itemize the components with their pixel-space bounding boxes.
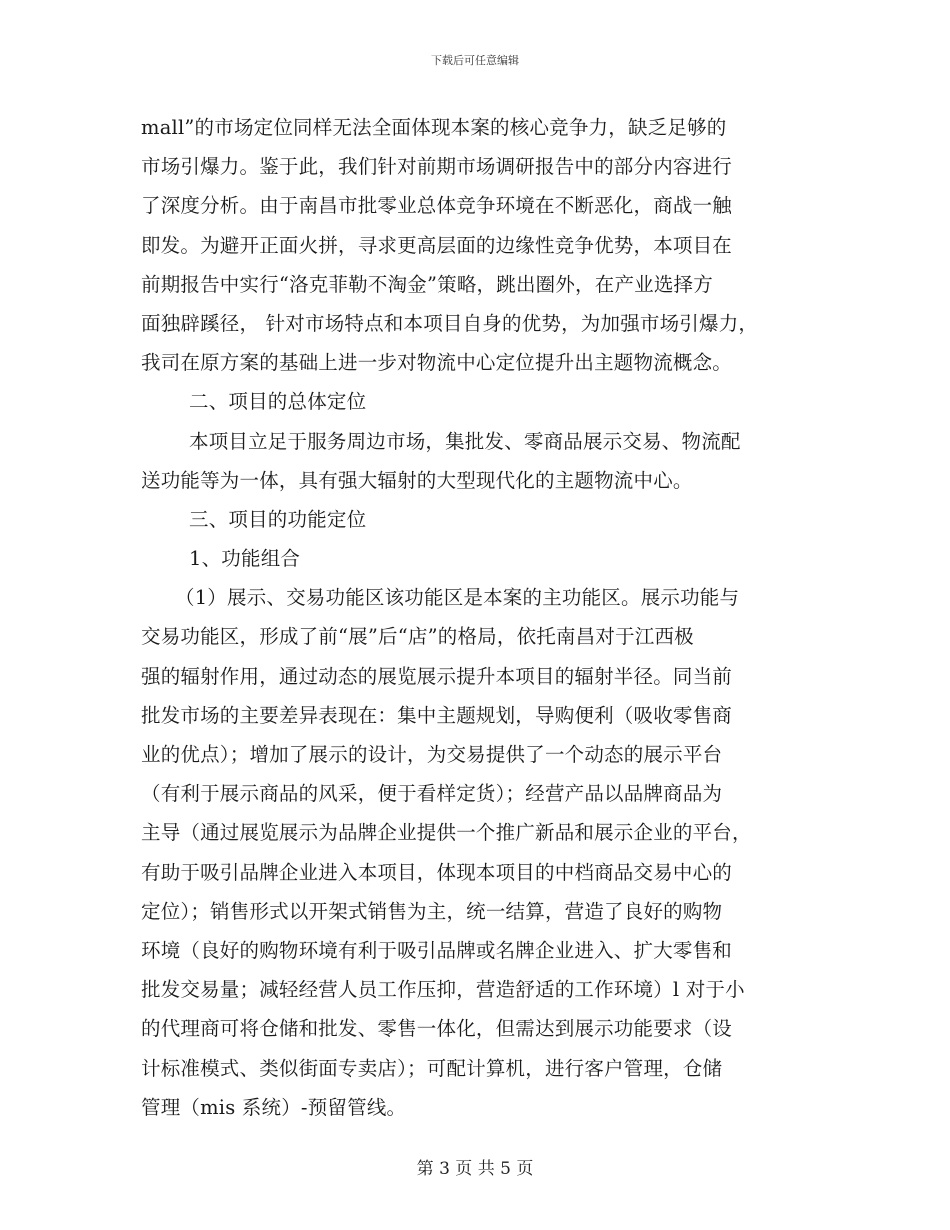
text-line: 面独辟蹊径， 针对市场特点和本项目自身的优势，为加强市场引爆力， xyxy=(141,311,759,335)
text-line: mall”的市场定位同样无法全面体现本案的核心竞争力，缺乏足够的 xyxy=(141,116,727,139)
text-line: 送功能等为一体，具有强大辐射的大型现代化的主题物流中心。 xyxy=(141,468,693,492)
text-line: 定位）；销售形式以开架式销售为主，统一结算，营造了良好的购物 xyxy=(141,899,723,923)
text-line: 交易功能区，形成了前“展”后“店”的格局，依托南昌对于江西极 xyxy=(141,625,694,649)
text-line: 本项目立足于服务周边市场，集批发、零商品展示交易、物流配 xyxy=(189,429,741,453)
text-line: 市场引爆力。鉴于此，我们针对前期市场调研报告中的部分内容进行 xyxy=(141,155,733,179)
text-line: （1）展示、交易功能区该功能区是本案的主功能区。展示功能与 xyxy=(175,586,740,610)
text-line: （有利于展示商品的风采，便于看样定货）；经营产品以品牌商品为 xyxy=(141,782,723,806)
text-line: 我司在原方案的基础上进一步对物流中心定位提升出主题物流概念。 xyxy=(141,351,733,375)
page-header-note: 下载后可任意编辑 xyxy=(431,54,519,67)
page-number: 第 3 页 共 5 页 xyxy=(416,1159,534,1179)
text-line: 管理（mis 系统）-预留管线。 xyxy=(141,1095,407,1119)
text-line: 强的辐射作用，通过动态的展览展示提升本项目的辐射半径。同当前 xyxy=(141,664,733,688)
text-line: 前期报告中实行“洛克菲勒不淘金”策略，跳出圈外，在产业选择方 xyxy=(141,272,713,296)
text-line: 的代理商可将仓储和批发、零售一体化，但需达到展示功能要求（设 xyxy=(141,1017,733,1041)
text-line: 批发市场的主要差异表现在：集中主题规划，导购便利（吸收零售商 xyxy=(141,703,733,727)
text-line: 了深度分析。由于南昌市批零业总体竞争环境在不断恶化，商战一触 xyxy=(141,194,733,218)
text-line: 有助于吸引品牌企业进入本项目，体现本项目的中档商品交易中心的 xyxy=(141,860,733,884)
text-line: 业的优点）；增加了展示的设计，为交易提供了一个动态的展示平台 xyxy=(141,743,723,766)
section-heading: 二、项目的总体定位 xyxy=(189,390,367,414)
text-line: 主导（通过展览展示为品牌企业提供一个推广新品和展示企业的平台， xyxy=(141,821,752,845)
text-line: 批发交易量；减轻经营人员工作压抑，营造舒适的工作环境）l 对于小 xyxy=(141,978,745,1002)
section-heading: 三、项目的功能定位 xyxy=(189,507,367,531)
text-line: 计标准模式、类似街面专卖店）；可配计算机，进行客户管理，仓储 xyxy=(141,1056,723,1080)
document-body xyxy=(141,108,821,1127)
text-line: 即发。为避开正面火拼，寻求更高层面的边缘性竞争优势，本项目在 xyxy=(141,233,733,257)
subsection-heading: 1、功能组合 xyxy=(189,547,301,571)
text-line: 环境（良好的购物环境有利于吸引品牌或名牌企业进入、扩大零售和 xyxy=(141,938,733,962)
